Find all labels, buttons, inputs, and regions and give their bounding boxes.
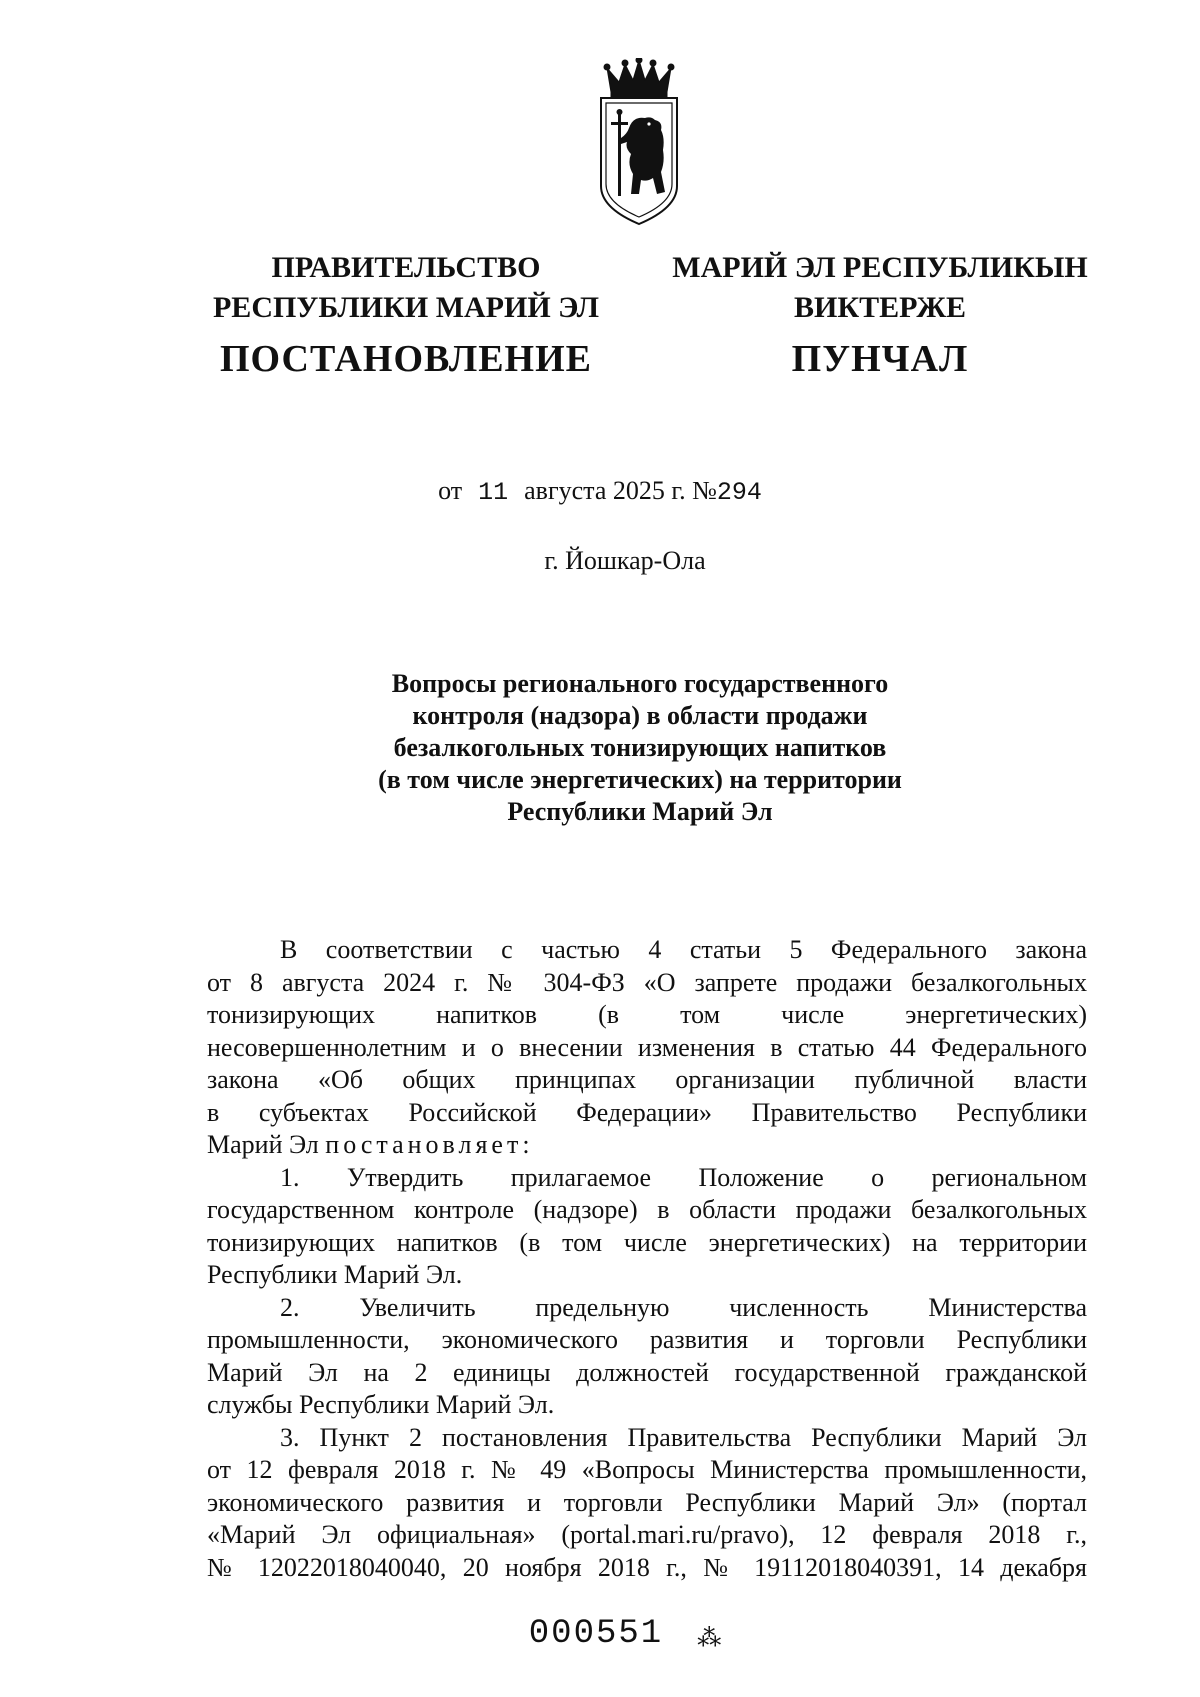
body-line: 2. Увеличить предельную численность Министерства [280, 1292, 1087, 1322]
header-left [196, 248, 616, 382]
body-line: 3. Пункт 2 постановления Правительства Республики Марий Эл [280, 1422, 1087, 1452]
body-line: Марий Эл на 2 единицы должностей государственной гражданской [207, 1357, 1087, 1387]
title-line: Вопросы регионального государственного [391, 669, 889, 698]
body-line: тонизирующих напитков (в том числе энергетических) [207, 1000, 1087, 1029]
body-line: № 12022018040040, 20 ноября 2018 г., № 19112018040391, 14 декабря [207, 1552, 1087, 1582]
body-line: «Марий Эл официальная» (portal.mari.ru/pravo), 12 февраля 2018 г., [207, 1520, 1087, 1549]
org-name-line2-mari: ВИКТЕРЖЕ [793, 291, 967, 324]
body-line [207, 1129, 1087, 1162]
header-right [670, 248, 1090, 382]
body-line: промышленности, экономического развития и торговли Республики [207, 1325, 1087, 1354]
date-line [0, 476, 1200, 507]
body-line: в субъектах Российской Федерации» Правительство Республики [207, 1097, 1087, 1127]
org-name-line2-ru: РЕСПУБЛИКИ МАРИЙ ЭЛ [212, 291, 599, 324]
date-month-year: августа 2025 г. № [524, 476, 717, 505]
org-name-line1-mari: МАРИЙ ЭЛ РЕСПУБЛИКЫН [672, 251, 1088, 284]
preamble-last-prefix: Марий Эл [207, 1130, 326, 1159]
body-line: закона «Об общих принципах организации публичной власти [207, 1065, 1087, 1094]
asterisk-mark-icon: ⁂ [697, 1625, 722, 1652]
document-number: 294 [716, 478, 762, 507]
body-line: государственном контроле (надзоре) в области продажи безалкогольных [207, 1195, 1087, 1224]
coat-of-arms-icon [589, 58, 689, 228]
resolving-word: постановляет [325, 1130, 523, 1159]
title-line: безалкогольных тонизирующих напитков [393, 733, 887, 762]
body-line: службы Республики Марий Эл. [207, 1390, 555, 1419]
title-line: контроля (надзора) в области продажи [412, 701, 868, 730]
act-type-mari: ПУНЧАЛ [791, 338, 969, 380]
body-line: несовершеннолетним и о внесении изменения в статью 44 Федерального [207, 1032, 1087, 1062]
date-prefix: от [438, 476, 463, 505]
city-line: г. Йошкар-Ола [544, 546, 706, 575]
body-line: экономического развития и торговли Республики Марий Эл» (портал [207, 1487, 1087, 1517]
org-name-line1-ru: ПРАВИТЕЛЬСТВО [271, 251, 541, 284]
form-serial-number: 000551 [528, 1615, 664, 1653]
title-line: (в том числе энергетических) на территории [378, 765, 902, 794]
title-line: Республики Марий Эл [507, 797, 773, 826]
body-line: от 8 августа 2024 г. № 304-ФЗ «О запрете продажи безалкогольных [207, 967, 1087, 997]
act-type-ru: ПОСТАНОВЛЕНИЕ [219, 338, 593, 380]
item-2-paragraph [207, 1292, 1087, 1422]
body-line: В соответствии с частью 4 статьи 5 Федерального закона [280, 935, 1087, 964]
document-title [300, 668, 980, 828]
page-footer [0, 1615, 1200, 1653]
document-body [207, 934, 1087, 1584]
body-line: от 12 февраля 2018 г. № 49 «Вопросы Министерства промышленности, [207, 1455, 1087, 1484]
item-3-paragraph [207, 1422, 1087, 1585]
date-day: 11 [478, 478, 509, 507]
preamble-last-suffix: : [522, 1130, 530, 1159]
body-line: 1. Утвердить прилагаемое Положение о региональном [280, 1162, 1087, 1192]
preamble-paragraph [207, 934, 1087, 1162]
body-line: тонизирующих напитков (в том числе энергетических) на территории [207, 1227, 1087, 1257]
item-1-paragraph [207, 1162, 1087, 1292]
body-line: Республики Марий Эл. [207, 1260, 463, 1289]
